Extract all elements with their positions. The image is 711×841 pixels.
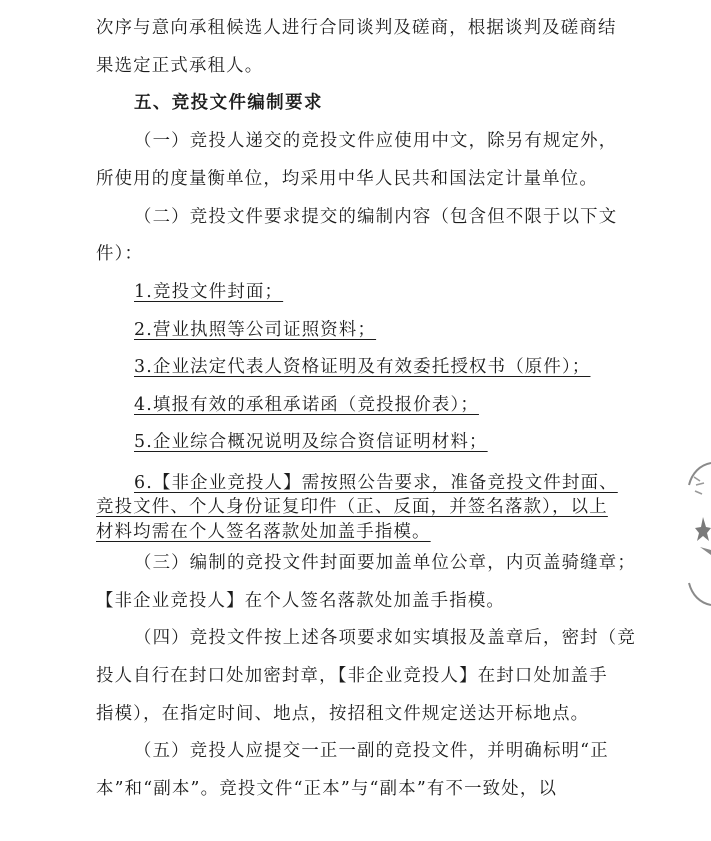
list-item: 6.【非企业竞投人】需按照公告要求，准备竞投文件封面、	[134, 473, 618, 493]
text-line: 本”和“副本”。竞投文件“正本”与“副本”有不一致处，以	[96, 779, 558, 799]
text-line: 件）：	[96, 244, 144, 264]
text-line: （五）竞投人应提交一正一副的竞投文件，并明确标明“正	[134, 741, 609, 761]
text-line: 次序与意向承租候选人进行合同谈判及磋商，根据谈判及磋商结	[96, 18, 617, 38]
text-line: （四）竞投文件按上述各项要求如实填报及盖章后，密封（竞	[134, 628, 636, 648]
text-line: 指模），在指定时间、地点，按招租文件规定送达开标地点。	[96, 704, 590, 724]
text-line: （一）竞投人递交的竞投文件应使用中文，除另有规定外，	[134, 131, 618, 151]
list-item: 5.企业综合概况说明及综合资信证明材料；	[134, 432, 488, 452]
text-line: （三）编制的竞投文件封面要加盖单位公章，内页盖骑缝章；	[134, 553, 636, 573]
section-heading: 五、竞投文件编制要求	[134, 93, 323, 113]
list-item: 竞投文件、个人身份证复印件（正、反面，并签名落款），以上	[96, 497, 608, 517]
list-item: 4.填报有效的承租承诺函（竞投报价表）；	[134, 395, 479, 415]
text-line: 【非企业竞投人】在个人签名落款处加盖手指模。	[96, 591, 505, 611]
list-item: 2.营业执照等公司证照资料；	[134, 320, 377, 340]
list-item: 1.竞投文件封面；	[134, 282, 284, 302]
text-line: 投人自行在封口处加密封章，【非企业竞投人】在封口处加盖手	[96, 666, 608, 686]
text-line: 果选定正式承租人。	[96, 56, 264, 76]
list-item: 材料均需在个人签名落款处加盖手指模。	[96, 522, 431, 542]
text-line: 所使用的度量衡单位，均采用中华人民共和国法定计量单位。	[96, 169, 598, 189]
seal-stamp-icon	[680, 455, 711, 615]
list-item: 3.企业法定代表人资格证明及有效委托授权书（原件）；	[134, 357, 591, 377]
text-line: （二）竞投文件要求提交的编制内容（包含但不限于以下文	[134, 207, 618, 227]
